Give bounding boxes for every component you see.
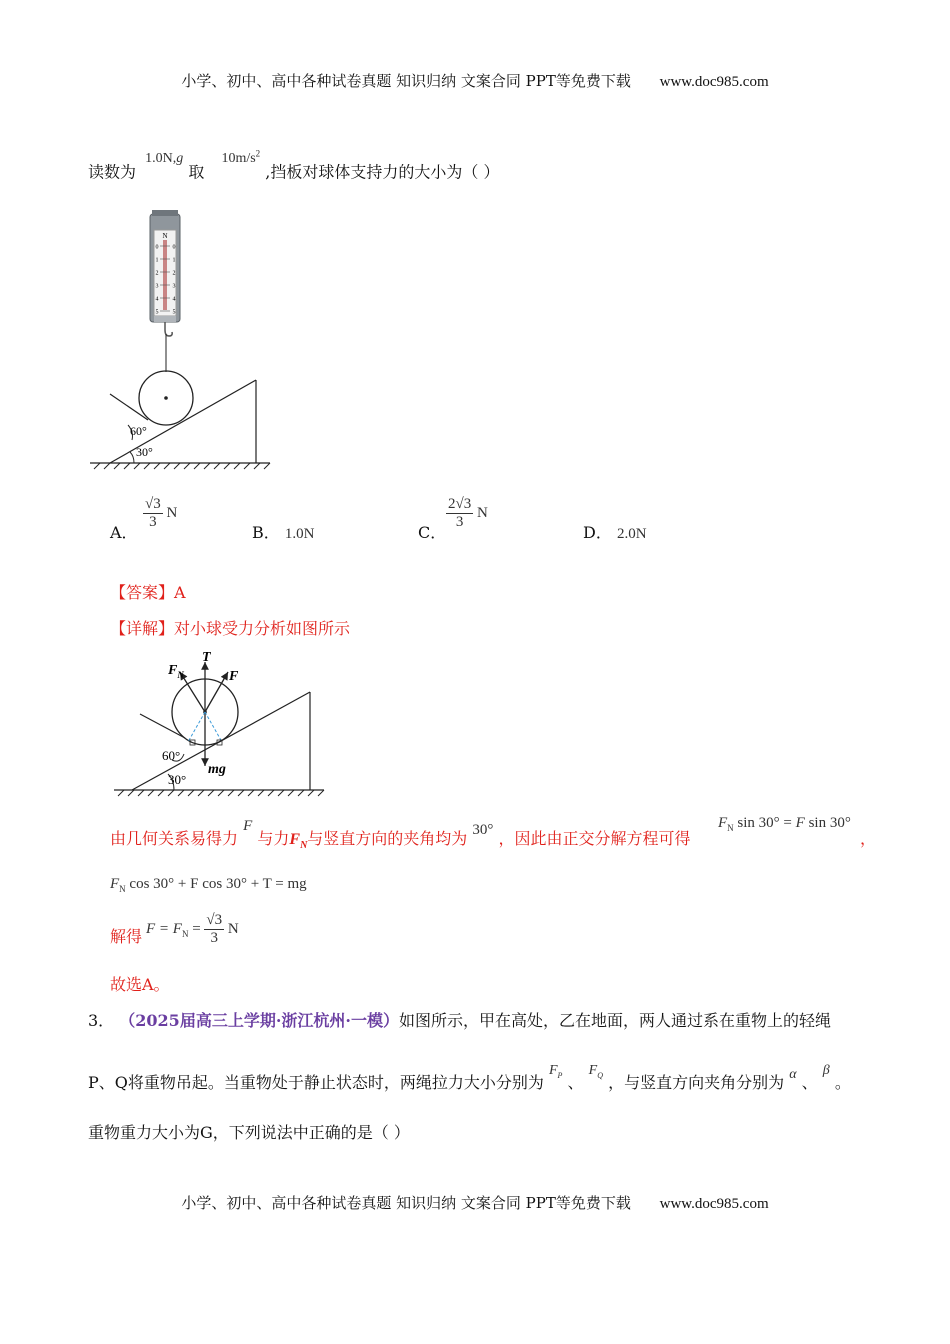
ground-hatching	[94, 463, 270, 469]
q2-qu: 取	[188, 162, 205, 182]
option-b[interactable]: B． 1.0N	[252, 523, 315, 542]
scale-tick-label: 4	[172, 296, 176, 303]
answer-line	[110, 582, 186, 604]
spring-indicator	[163, 240, 167, 310]
option-b-value: 1.0N	[284, 526, 315, 542]
angle-label-60-2: 60°	[162, 748, 181, 763]
scale-tick-label: 3	[155, 283, 159, 290]
detail-intro-text: 对小球受力分析如图所示	[174, 619, 351, 638]
footer-text: 小学、初中、高中各种试卷真题 知识归纳 文案合同 PPT等免费下载	[181, 1194, 631, 1212]
option-c[interactable]: C．	[418, 523, 447, 542]
q3-source: （2025届高三上学期·浙江杭州·一模）	[119, 1011, 399, 1030]
q3-line-2: P、Q将重物吊起。当重物处于静止状态时，两绳拉力大小分别为 $F_P$ 、 $F_Q$ ，与竖直方向夹角分别为 α 、 β 。	[88, 1063, 851, 1092]
angle-label-60: 60°	[130, 424, 147, 438]
dashed-normal-left	[188, 712, 205, 742]
answer-tag: 【答案】	[110, 583, 175, 602]
page-header	[0, 70, 950, 91]
equation-1-comma: ，	[860, 829, 877, 848]
q2-suffix: ,挡板对球体支持力的大小为（ ）	[265, 162, 500, 182]
equation-1: $F_N$ sin 30° = F sin 30°	[718, 815, 851, 833]
angle-label-30: 30°	[136, 445, 153, 459]
option-a-value: $\frac{√3}{3}$ N	[145, 496, 178, 530]
label-mg: mg	[208, 762, 226, 777]
option-d[interactable]: D． 2.0N	[583, 523, 647, 542]
spring-scale-bottom	[154, 316, 176, 322]
footer-site[interactable]: www.doc985.com	[659, 1196, 769, 1212]
dashed-normal-right	[205, 712, 222, 742]
scale-tick-label: 1	[155, 257, 159, 264]
figure-spring-scale-incline	[88, 210, 278, 470]
scale-tick-label: 2	[155, 270, 159, 277]
baffle-board-2	[140, 714, 185, 738]
scale-tick-label: 0	[155, 244, 159, 251]
symbol-alpha: α	[789, 1067, 797, 1082]
scale-tick-label: 2	[172, 270, 176, 277]
q2-g-value: $10m/s^2$	[221, 148, 261, 166]
header-text: 小学、初中、高中各种试卷真题 知识归纳 文案合同 PPT等免费下载	[181, 72, 631, 90]
solve-equation: $F = F_N$ = $\frac{√3}{3}$ N	[146, 912, 239, 946]
angle-30-value: 30°	[472, 822, 494, 838]
baffle-board	[110, 394, 148, 420]
detail-line-1: 由几何关系易得力 F 与力$F_N$与竖直方向的夹角均为 30° ，因此由正交分解方程可得	[110, 818, 691, 852]
force-F-arrow	[205, 672, 228, 712]
page-footer	[0, 1192, 950, 1213]
label-FN: $F_N$	[168, 663, 184, 680]
symbol-beta: β	[822, 1063, 830, 1078]
q3-number: 3．	[88, 1011, 115, 1030]
figure-force-analysis	[110, 648, 330, 803]
detail-intro	[110, 618, 350, 640]
conclusion: 故选A。	[110, 975, 170, 994]
label-T: T	[202, 650, 211, 665]
scale-tick-label: 4	[155, 296, 159, 303]
option-d-value: 2.0N	[616, 526, 647, 542]
spring-scale-top	[152, 210, 178, 216]
answer-value: A	[174, 583, 186, 602]
scale-tick-label: 5	[155, 309, 159, 316]
detail-tag: 【详解】	[110, 619, 175, 638]
equation-2: $F_N$ cos 30° + F cos 30° + T = mg	[110, 876, 307, 894]
symbol-FP: $F_P$	[548, 1063, 563, 1080]
q2-reading: 1.0N,g	[145, 150, 184, 166]
scale-tick-label: 0	[172, 244, 176, 251]
q2-prefix: 读数为	[88, 162, 137, 182]
scale-unit-label: N	[162, 232, 168, 240]
scale-tick-label: 1	[172, 257, 176, 264]
ground-hatching-2	[118, 790, 324, 796]
option-a[interactable]: A．	[110, 523, 138, 542]
option-c-value: $\frac{2√3}{3}$ N	[448, 496, 488, 530]
symbol-F: F	[243, 818, 253, 834]
hook-icon	[165, 322, 172, 336]
q3-line-1: 3． （2025届高三上学期·浙江杭州·一模）如图所示，甲在高处，乙在地面，两人通过系在重物上的轻绳	[88, 1011, 831, 1030]
solve-line: 解得	[110, 927, 143, 946]
symbol-FN: $F_N$	[289, 831, 308, 852]
q2-stem-line	[88, 148, 500, 186]
angle-arc-30	[130, 452, 134, 463]
incline-surface	[110, 380, 256, 463]
scale-tick-label: 5	[172, 309, 176, 316]
scale-tick-label: 3	[172, 283, 176, 290]
label-F: F	[229, 669, 239, 684]
angle-label-30-2: 30°	[168, 772, 187, 787]
symbol-FQ: $F_Q$	[588, 1063, 603, 1080]
ball-center	[164, 396, 168, 400]
q3-line-3: 重物重力大小为G，下列说法中正确的是（ ）	[88, 1123, 410, 1142]
header-site[interactable]: www.doc985.com	[659, 74, 769, 90]
